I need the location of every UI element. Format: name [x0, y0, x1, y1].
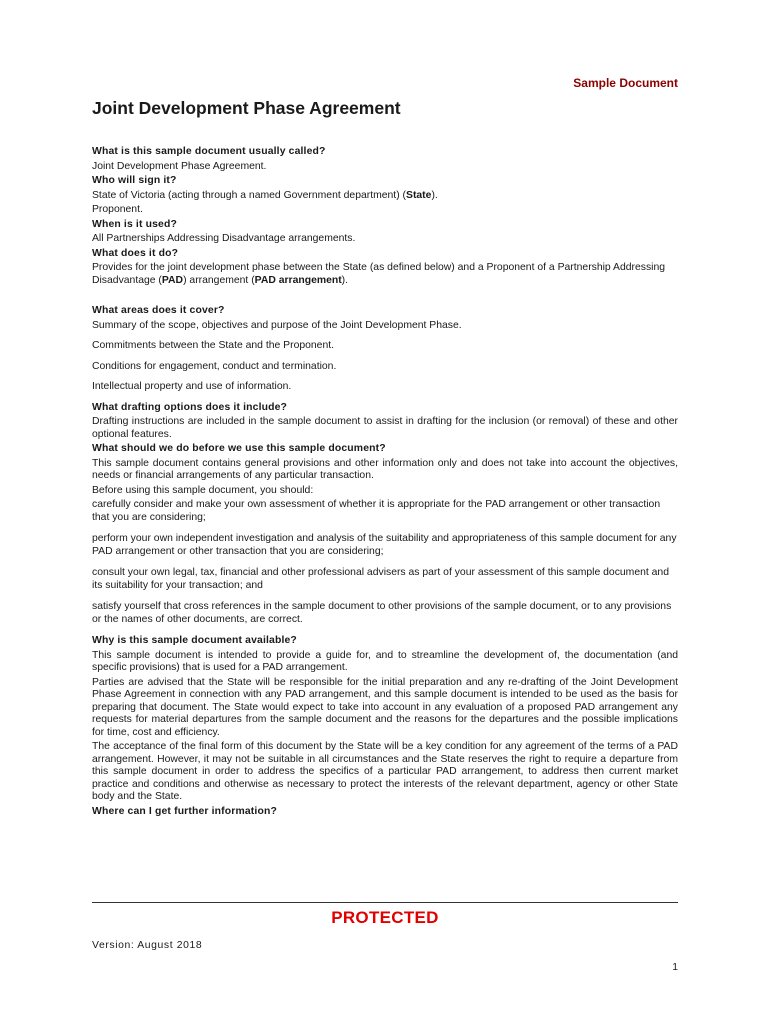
available-paragraph: Parties are advised that the State will be responsible for the initial preparation and any re-drafting of the Joint Development Phase Agreement in connection with any PAD arrangement, and this sample document is intended to be used as the basis for preparing that document. The State would expect to take into account in any evaluation of a proposed PAD arrangement any requests for material departures from the sample document and the reasons for the departures and the possible implications for time, cost and efficiency. [92, 676, 678, 738]
document-title: Joint Development Phase Agreement [92, 98, 401, 118]
cover-item: Summary of the scope, objectives and purpose of the Joint Development Phase. [92, 319, 462, 331]
answer-what-does-mid: ) arrangement ( [183, 274, 255, 286]
defined-term-pad-arrangement: PAD arrangement [254, 274, 342, 286]
cover-item: Commitments between the State and the Proponent. [92, 340, 335, 351]
available-paragraph: This sample document is intended to provide a guide for, and to streamline the development of, the documentation (and specific provisions) that is used for a PAD arrangement. [92, 649, 678, 673]
answer-who-signs-text: State of Victoria (acting through a named Government department) ( [92, 189, 407, 201]
question-before-use: What should we do before we use this sample document? [92, 443, 386, 454]
answer-before-use: This sample document contains general provisions and other information only and does not take into account the objectives, needs or financial arrangements of any particular transaction. [92, 457, 678, 481]
cover-item: Conditions for engagement, conduct and termination. [92, 360, 337, 372]
answer-usually-called: Joint Development Phase Agreement. [92, 160, 267, 172]
footer-divider [92, 902, 678, 903]
before-use-item: satisfy yourself that cross references in the sample document to other provisions of the sample document, or to any provisions or the names of other documents, are correct. [92, 601, 672, 625]
sample-document-label: Sample Document [573, 76, 678, 90]
answer-when-used: All Partnerships Addressing Disadvantage arrangements. [92, 233, 356, 244]
before-use-item: carefully consider and make your own assessment of whether it is appropriate for the PAD arrangement or other transaction that you are considering; [92, 499, 661, 523]
available-paragraph: The acceptance of the final form of this document by the State will be a key condition for any agreement of the terms of a PAD arrangement. However, it may not be suitable in all circumstances and the State reserves the right to require a departure from this sample document in order to address the specifics of a particular PAD arrangement, to address then current market practice and conditions and otherwise as necessary to protect the interests of the relevant department, agency or other State body and the State. [92, 741, 678, 802]
before-use-lead: Before using this sample document, you should: [92, 484, 314, 496]
cover-item: Intellectual property and use of information. [92, 381, 292, 392]
answer-who-signs-close: ). [431, 189, 438, 201]
version-label: Version: August 2018 [92, 940, 203, 951]
before-use-item: perform your own independent investigation and analysis of the suitability and appropriateness of this sample document for any PAD arrangement or other transaction that you are considering; [92, 533, 677, 557]
answer-who-signs-proponent: Proponent. [92, 204, 143, 215]
question-usually-called: What is this sample document usually called? [92, 146, 326, 157]
answer-drafting-options: Drafting instructions are included in the sample document to assist in drafting for the inclusion (or removal) of these and other optional features. [92, 416, 678, 440]
answer-who-signs [92, 190, 678, 203]
question-areas-covered: What areas does it cover? [92, 305, 225, 316]
question-why-available: Why is this sample document available? [92, 635, 297, 646]
question-drafting-options: What drafting options does it include? [92, 401, 288, 413]
defined-term-pad: PAD [161, 274, 184, 286]
page-number: 1 [672, 962, 678, 973]
defined-term-state: State [406, 189, 432, 201]
question-further-information: Where can I get further information? [92, 805, 277, 817]
answer-what-does [92, 262, 678, 287]
answer-what-does-close: ). [341, 274, 349, 286]
question-who-signs: Who will sign it? [92, 175, 177, 186]
question-when-used: When is it used? [92, 218, 177, 230]
answer-what-does-text: Provides for the joint development phase between the State (as defined below) and a Proponent of a Partnership Addressing Disadvantage ( [92, 262, 666, 286]
document-body [92, 144, 678, 820]
question-what-does: What does it do? [92, 247, 179, 259]
before-use-item: consult your own legal, tax, financial and other professional advisers as part of your assessment of this sample document and its suitability for your transaction; and [92, 567, 669, 591]
protected-classification: PROTECTED [331, 908, 439, 927]
